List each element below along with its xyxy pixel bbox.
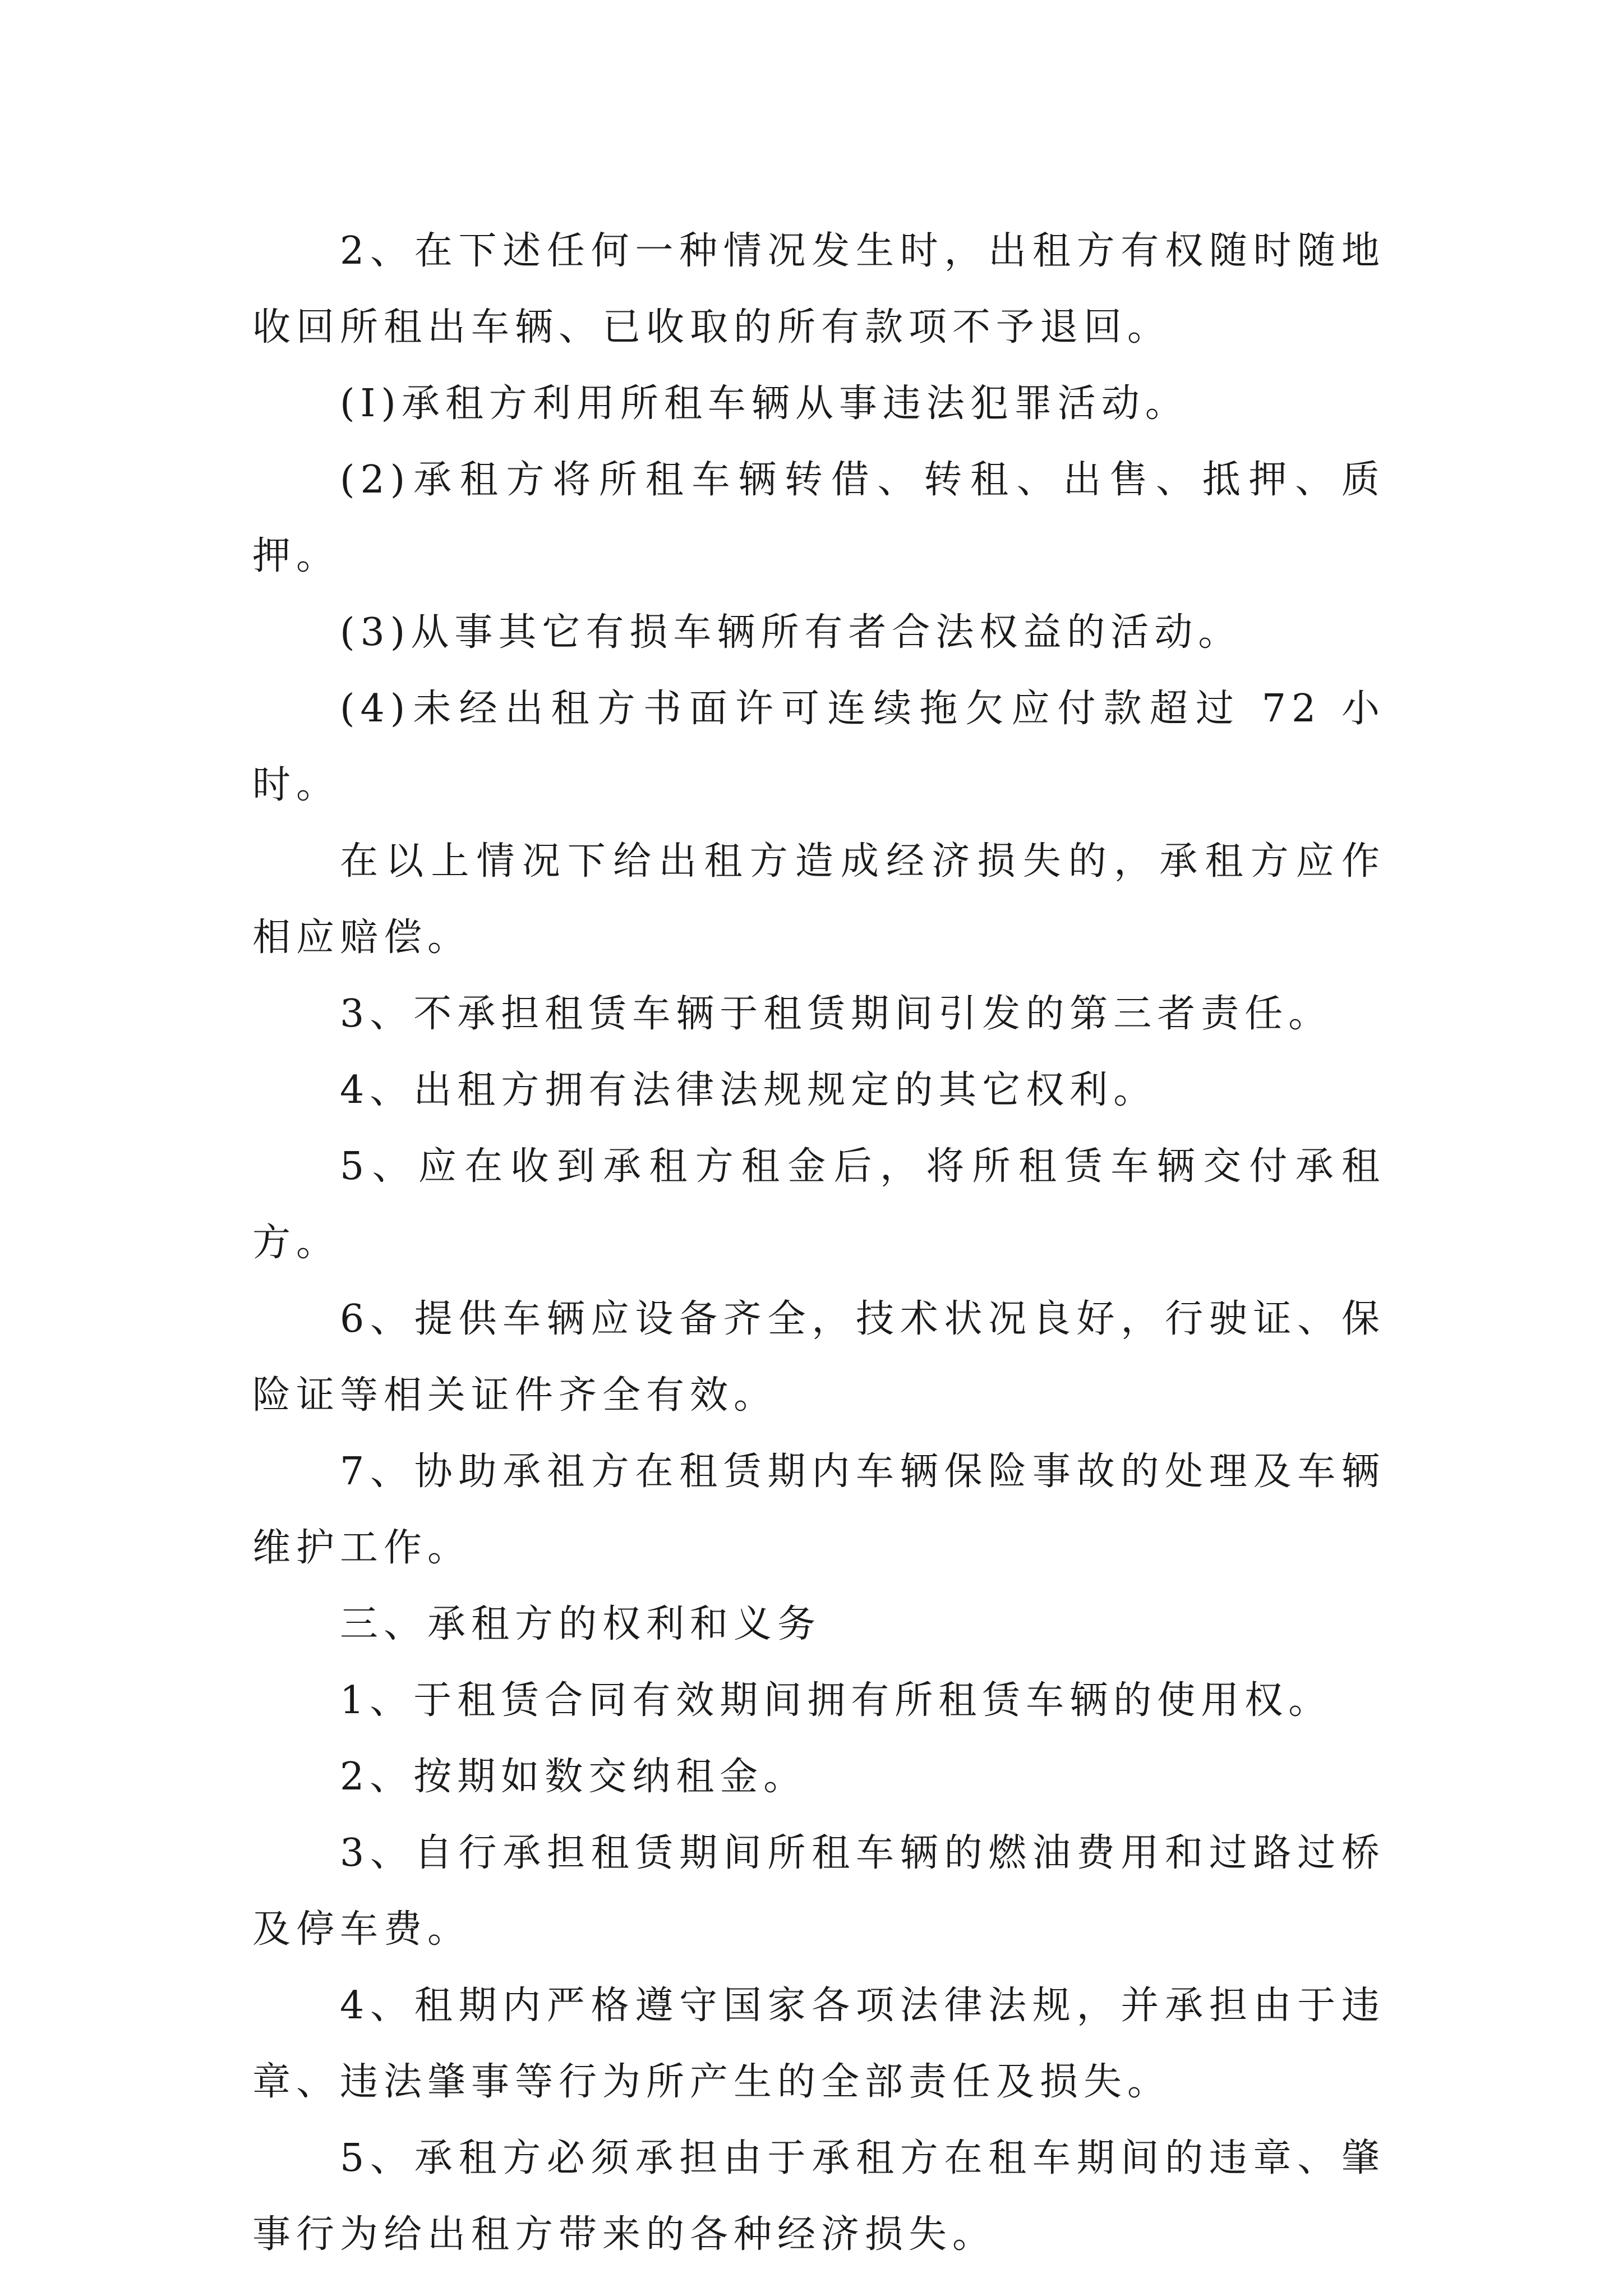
clause-lessor-right-3: 3、不承担租赁车辆于租赁期间引发的第三者责任。 [340, 992, 1332, 1036]
section-heading-lessee: 三、承租方的权利和义务 [340, 1602, 822, 1646]
clause-lessee-5: 5、承租方必须承担由于承租方在租车期间的违章、肇事行为给出租方带来的各种经济损失。 [252, 2136, 1385, 2257]
condition-item-3: (3)从事其它有损车辆所有者合法权益的活动。 [340, 610, 1242, 655]
clause-lessor-right-2: 2、在下述任何一种情况发生时，出租方有权随时随地收回所租出车辆、已收取的所有款项不予退回。 [252, 229, 1385, 349]
condition-item-1: (I)承租方利用所租车辆从事违法犯罪活动。 [340, 381, 1189, 426]
condition-item-2: (2)承租方将所租车辆转借、转租、出售、抵押、质押。 [252, 458, 1385, 578]
compensation-paragraph: 在以上情况下给出租方造成经济损失的，承租方应作相应赔偿。 [252, 839, 1385, 960]
clause-lessor-right-4: 4、出租方拥有法律法规规定的其它权利。 [340, 1068, 1158, 1112]
clause-lessor-duty-5: 5、应在收到承租方租金后，将所租赁车辆交付承租方。 [252, 1144, 1385, 1265]
document-body [252, 213, 1385, 2273]
clause-lessee-3: 3、自行承担租赁期间所租车辆的燃油费用和过路过桥及停车费。 [252, 1831, 1385, 1952]
clause-lessee-1: 1、于租赁合同有效期间拥有所租赁车辆的使用权。 [340, 1678, 1332, 1723]
clause-lessor-duty-7: 7、协助承祖方在租赁期内车辆保险事故的处理及车辆维护工作。 [252, 1450, 1385, 1570]
clause-lessee-2: 2、按期如数交纳租金。 [340, 1755, 808, 1799]
clause-lessor-duty-6: 6、提供车辆应设备齐全，技术状况良好，行驶证、保险证等相关证件齐全有效。 [252, 1297, 1385, 1418]
clause-lessee-4: 4、租期内严格遵守国家各项法律法规，并承担由于违章、违法肇事等行为所产生的全部责任及损失。 [252, 1984, 1385, 2104]
condition-item-4: (4)未经出租方书面许可连续拖欠应付款超过 72 小时。 [252, 687, 1385, 807]
